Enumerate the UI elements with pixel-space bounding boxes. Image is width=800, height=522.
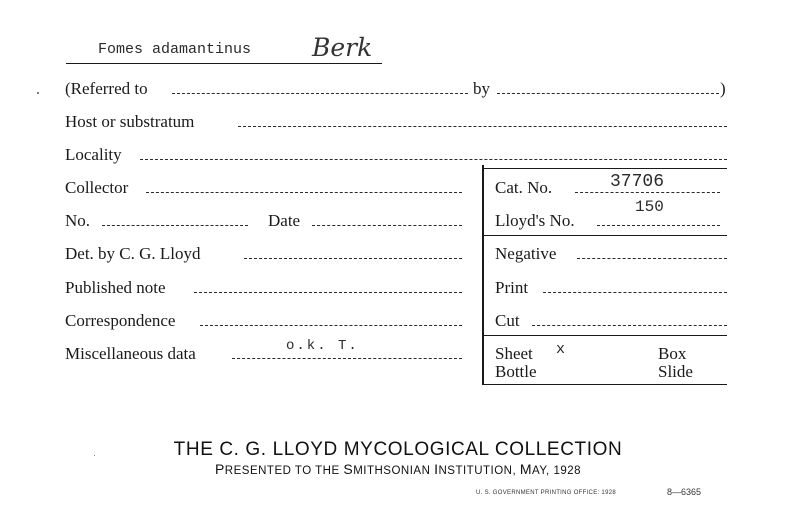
- close-paren: ): [720, 79, 726, 98]
- footer-subtitle: PRESENTED TO THE SMITHSONIAN INSTITUTION, MAY, 1928: [214, 461, 582, 477]
- lloyds-no-value: 150: [635, 198, 664, 216]
- collector-label: Collector: [65, 178, 129, 197]
- correspondence-line: [200, 325, 462, 326]
- no-label: No.: [65, 211, 91, 230]
- form-number: 8—6365: [667, 487, 702, 497]
- date-label: Date: [268, 211, 301, 230]
- speck: [37, 92, 39, 94]
- referred-to-label: (Referred to: [65, 79, 148, 98]
- sheet-mark: x: [556, 341, 566, 358]
- species-underline: [66, 63, 382, 64]
- slide-label: Slide: [658, 362, 693, 381]
- footer-title: THE C. G. LLOYD MYCOLOGICAL COLLECTION: [173, 439, 623, 460]
- collector-line: [146, 192, 462, 193]
- misc-label: Miscellaneous data: [65, 344, 196, 363]
- bottle-label: Bottle: [495, 362, 537, 381]
- box-label: Box: [658, 344, 687, 363]
- author-handwritten: Berk: [312, 33, 373, 62]
- by-label: by: [473, 79, 490, 98]
- cut-label: Cut: [495, 311, 520, 330]
- det-by-label: Det. by C. G. Lloyd: [65, 244, 201, 263]
- cut-line: [532, 325, 727, 326]
- no-line: [102, 225, 248, 226]
- locality-label: Locality: [65, 145, 122, 164]
- print-label: Print: [495, 278, 529, 297]
- det-by-line: [244, 258, 462, 259]
- printing-office-imprint: U. S. GOVERNMENT PRINTING OFFICE: 1928: [476, 490, 616, 496]
- correspondence-label: Correspondence: [65, 311, 176, 330]
- cat-no-value: 37706: [610, 172, 665, 192]
- print-line: [543, 292, 727, 293]
- panel-bottom-border: [482, 384, 727, 385]
- locality-line: [140, 159, 727, 160]
- host-label: Host or substratum: [65, 112, 195, 131]
- negative-label: Negative: [495, 244, 557, 263]
- panel-divider-lower: [482, 335, 727, 336]
- panel-top-border: [482, 168, 727, 169]
- lloyds-no-label: Lloyd's No.: [495, 211, 575, 230]
- panel-left-border: [482, 165, 484, 385]
- by-line: [497, 93, 719, 94]
- cat-no-label: Cat. No.: [495, 178, 553, 197]
- referred-to-line: [172, 93, 468, 94]
- date-line: [312, 225, 462, 226]
- panel-divider: [482, 235, 727, 236]
- sheet-label: Sheet: [495, 344, 533, 363]
- negative-line: [577, 258, 727, 259]
- misc-value: o.k. T.: [286, 338, 359, 354]
- species-name: Fomes adamantinus: [98, 41, 252, 58]
- host-line: [238, 126, 727, 127]
- misc-line: [232, 358, 462, 359]
- lloyds-no-line: [597, 225, 720, 226]
- published-note-line: [194, 292, 462, 293]
- cat-no-line: [575, 192, 720, 193]
- published-note-label: Published note: [65, 278, 166, 297]
